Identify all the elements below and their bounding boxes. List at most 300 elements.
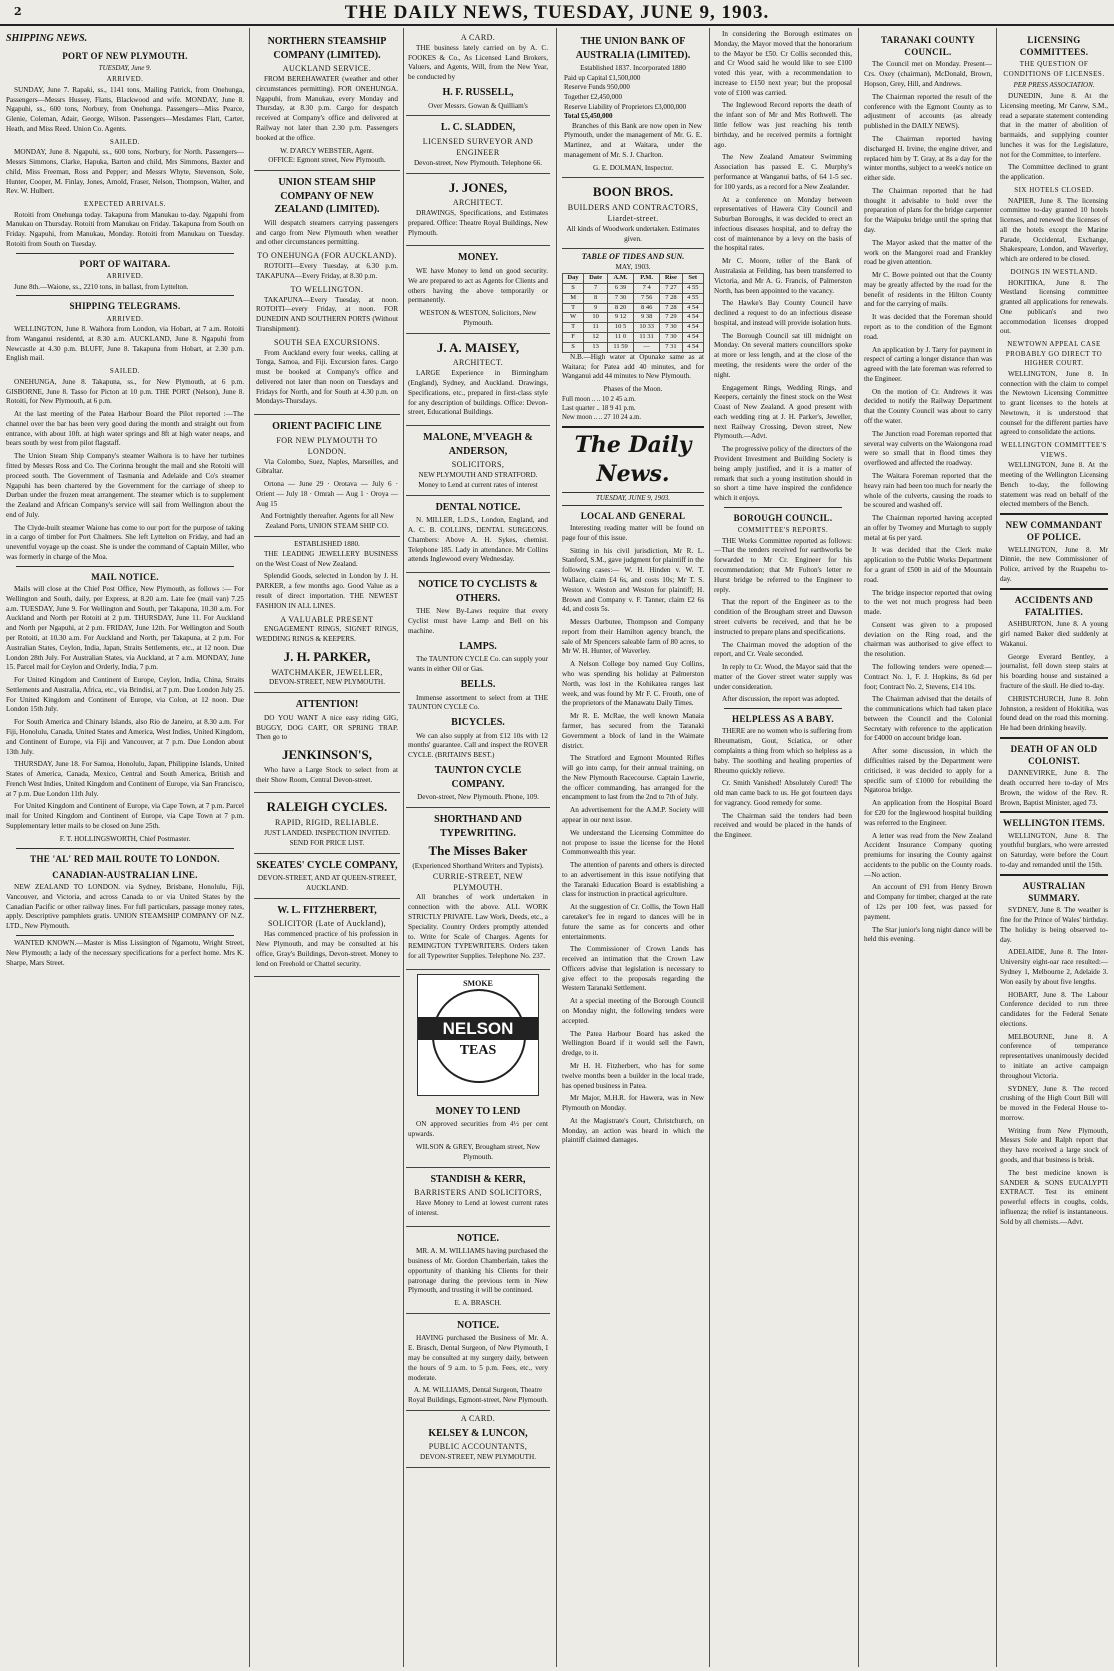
press-credit: PER PRESS ASSOCIATION. [1013, 80, 1095, 89]
subheading: DOINGS IN WESTLAND. [1010, 268, 1098, 277]
article-text: At a special meeting of the Borough Council on Monday night, the following tenders were accepted. [562, 997, 704, 1025]
tide-cell: 6 39 [608, 283, 634, 293]
section-heading: HELPLESS AS A BABY. [732, 714, 834, 725]
masthead [0, 0, 1114, 26]
article-text: A letter was read from the New Zealand Accident Insurance Company quoting premiums for insuring the County against accidents to the public on the County roads.—No action. [864, 831, 992, 879]
article-text: That the report of the Engineer as to the condition of the Brougham street and Dawson street culverts be received, and that he be instructed to prepare plans and specifications. [714, 598, 852, 636]
editorial-nameplate: The Daily News. [574, 431, 692, 488]
column-rule [249, 28, 250, 1667]
tide-cell: 4 54 [682, 342, 703, 352]
article-text: The Committee declined to grant the application. [1000, 163, 1108, 182]
subheading: WELLINGTON COMMITTEE'S VIEWS. [1001, 441, 1107, 459]
article-text: DUNEDIN, June 8. At the Licensing meeting, Mr Carew, S.M., read a separate statement contending that in the matter of abolition of barmaids, and supplying counter lunches it was for the Legislature, not for the Committee, to interfere. [1000, 92, 1108, 159]
divider [1000, 737, 1108, 739]
article-text: NEW ZEALAND TO LONDON. via Sydney, Brisbane, Honolulu, Fiji, Vancouver, and Victoria, and across Canada to or via United States by the Canadian Pacific or other railway lines. For full particulars, passage money rates, apply. Descriptive pamphlets gratis. UNION STEAMSHIP COMPANY OF N.Z. LTD., New Plymouth. [6, 883, 244, 931]
advertisement [406, 174, 550, 247]
tide-cell: 8 [584, 293, 608, 303]
ad-subheading: AUCKLAND SERVICE. [282, 64, 372, 74]
article-text: THE Works Committee reported as follows:—That the tenders received for earthworks be forwarded to Mr Cr. Engineer for his recommendation; that Mr Fulton's letter re Hurst bridge be referred to the Engineer to reply. [714, 536, 852, 594]
bank-figure: Total £5,450,000 [564, 112, 613, 121]
article-text: An application from the Hospital Board for £20 for the Inglewood hospital building was referred to the Engineer. [864, 799, 992, 827]
bank-figure: Reserve Liability of Proprietors £3,000,000 [564, 102, 687, 111]
article-text: At the Magistrate's Court, Christchurch, on Monday, an action was heard in which the plaintiff claimed damages. [562, 1116, 704, 1145]
tide-row [563, 333, 704, 343]
article-text: George Everard Bentley, a journalist, fell down steep stairs at his boarding house and sustained a fracture of the skull. He died to-day. [1000, 652, 1108, 690]
ad-subheading: PUBLIC ACCOUNTANTS, [428, 1442, 528, 1452]
ad-subheading: SOUTH SEA EXCURSIONS. [274, 337, 380, 347]
article-text: ADELAIDE, June 8. The Inter-University eight-oar race resulted:—Sydney 1, Melbourne 2, Adelaide 3. Won easily by about five lengths. [1000, 948, 1108, 986]
ad-text: The TAUNTON CYCLE Co. can supply your wants in either Oil or Gas. [408, 655, 548, 674]
article-text: The Chairman reported the result of the conference with the Egmont County as to adjustment of accounts (as already published in the DAILY NEWS). [864, 92, 992, 131]
signature: F. T. HOLLINGSWORTH, Chief Postmaster. [59, 834, 191, 843]
advertisement [254, 415, 400, 537]
article-text: Mr H. H. Fitzherbert, who has for some twelve months been a builder in the local trade, has opened business in Patea. [562, 1061, 704, 1090]
ad-heading: MONEY TO LEND [435, 1105, 521, 1117]
ad-subheading: TO WELLINGTON. [290, 284, 364, 294]
advertisement [406, 1411, 550, 1468]
tide-cell: 11 [584, 323, 608, 333]
article-text: NAPIER, June 8. The licensing committee to-day granted 10 hotels licenses, and renewed the licenses of all the hotels except the Marine Parade, Occidental, Exchange, Shakespeare, London, and Waverley, which are ordered to be closed. [1000, 196, 1108, 264]
ad-heading: LAMPS. [459, 640, 497, 652]
ad-subheading: FOR NEW PLYMOUTH TO LONDON. [276, 435, 378, 456]
section-heading: SHIPPING NEWS. [6, 33, 88, 44]
tide-cell: 4 54 [682, 333, 703, 343]
article-text: The Clyde-built steamer Waione has come to our port for the purpose of taking in a cargo of timber for Port Chalmers. She left Lyttelton on Friday, and had an uneventful voyage up the coast. She is under the command of Captain Miller, who was formerly in charge of the Moa. [6, 523, 244, 562]
article-text: June 8th.—Waione, ss., 2210 tons, in ballast, from Lyttelton. [14, 282, 189, 291]
article-text: HOBART, June 8. The Labour Conference decided to run three candidates for the Federal Senate elections. [1000, 990, 1108, 1028]
article-text: Rotoiti from Onehunga today. Takapuna from Manukau to-day. Ngapuhi from Manukau on Thursday. Rotoiti from Manukau on Friday. Takapuna from South on Friday. Ngapuhi, from Manukau, Monday. Rotoiti from Manukau on Tuesday. Rotoiti from South on Tuesday. [6, 210, 244, 249]
column-rule [556, 28, 557, 1667]
section-heading: ACCIDENTS AND FATALITIES. [1014, 594, 1094, 618]
divider [16, 295, 234, 296]
tide-cell: — [633, 342, 659, 352]
ad-address: OFFICE: Egmont street, New Plymouth. [268, 156, 386, 165]
article-text: The Borough Council sat till midnight on Monday. On several matters councillors spoke at more or less length, and at the close of the meeting, the residents were the order of the night. [714, 331, 852, 379]
ad-address: NEW PLYMOUTH AND STRATFORD. [418, 471, 538, 480]
tide-cell: T [563, 303, 584, 313]
article-text: The Chairman said the tenders had been received and would be placed in the hands of the Engineer. [714, 811, 852, 840]
ad-address: WESTON & WESTON, Solicitors, New Plymouth. [419, 309, 537, 327]
ad-heading: THE UNION BANK OF AUSTRALIA (LIMITED). [575, 36, 691, 61]
article-text: DANNEVIRKE, June 8. The death occurred here to-day of Mrs Brown, the widow of the Rev. R. Brown, Baptist Minister, aged 73. [1000, 769, 1108, 807]
ad-address: Devon-street, New Plymouth. Telephone 66. [413, 158, 543, 167]
divider [16, 935, 234, 936]
advertisement [406, 246, 550, 333]
tide-table [562, 273, 704, 353]
ad-address: DEVON-STREET, NEW PLYMOUTH. [269, 678, 385, 687]
article-text: Mails will close at the Chief Post Office, New Plymouth, as follows :— For Wellington and South, daily, per Express, at 8.20 a.m. Late fee (mail van) 7.25 a.m. TUESDAY, June 9. For Wellington and South, per Takapuna, 10.30 a.m. For Auckland and North per Rotoiti at 2 p.m. THURSDAY, June 11. For Auckland and North per Ngapuhi, at 2 p.m. FRIDAY, June 12th. For Wellington and South per Rotoiti, at 10.30 a.m. For Auckland and North, per Takapuna, at 2 p.m. For Australian States, Ceylon, India, Japan, Straits Settlements, etc., at 12 noon. Due London 28th July. For Australian States, via Auckland, at 7 a.m. MONDAY, June 15. Parcel mail for Ceylon and Orderly, India, 7 p.m. [6, 585, 244, 672]
ad-address: Over Messrs. Gowan & Quilliam's [428, 101, 528, 110]
ad-text: LARGE Experience in Birmingham (England), Sydney, and Auckland. Drawings, Specifications, etc., prepared in first-class style for any description of buildings. Office: Devon-street, Educational Buildings. [408, 369, 548, 417]
ad-footer: And Fortnightly thereafter. Agents for all New Zealand Ports, UNION STEAM SHIP CO. [260, 512, 394, 531]
section-heading: NEW COMMANDANT OF POLICE. [1005, 520, 1103, 543]
column-telegrams [1000, 30, 1108, 1665]
ad-address: CURRIE-STREET, NEW PLYMOUTH. [432, 871, 524, 892]
ad-heading: BELLS. [460, 678, 496, 690]
section-heading: BOROUGH COUNCIL. [733, 512, 833, 523]
ad-text: FROM BEREHAWATER (weather and other circumstances permitting). FOR ONEHUNGA. Ngapuhi, from Manukau, every Monday and Thursday, at 8.30 p.m. Cargo for despatch received at Company's office and delivered at Railway not later than 2.30 p.m. Passengers booked at the office. [256, 75, 398, 142]
divider [724, 507, 842, 508]
article-text: Mr C. Moore, teller of the Bank of Australasia at Feilding, has been transferred to Victoria, and Mr A. G. Francis, of Palmerston North, has been appointed to the vacancy. [714, 257, 852, 295]
tea-advertisement-banner [417, 974, 539, 1096]
advertisement [406, 1100, 550, 1168]
tide-cell: 9 38 [633, 313, 659, 323]
ad-heading: NOTICE TO CYCLISTS & OTHERS. [418, 579, 538, 604]
article-text: For United Kingdom and Continent of Europe, Ceylon, India, China, Straits Settlements and Australia, Africa, etc., via Brindisi, at 7 p.m. Due London July 25. For United Kingdom and Continent of Europe, via Colon, at 12 noon. Due London 15th July. [6, 676, 244, 714]
ad-text: TAKAPUNA—Every Tuesday, at noon. ROTOITI—every Friday, at noon. FOR DUNEDIN AND SOUTHERN PORTS (Without Transhipment). [256, 295, 398, 333]
advertisement [562, 30, 704, 178]
divider [16, 253, 234, 254]
tide-row [563, 283, 704, 293]
ad-text: Branches of this Bank are now open in New Plymouth, under the management of Mr. G. E. Martinez, and at Waitara, under the management of Mr. S. J. Charlton. [564, 121, 702, 159]
ad-text: MR. A. M. WILLIAMS having purchased the business of Mr. Gordon Chamberlain, takes the opportunity of thanking his Clients for their patronage during the previous term in New Plymouth, and trusting it will be continued. [408, 1247, 548, 1295]
moon-phase: Last quarter .. 18 9 41 p.m. [562, 405, 636, 413]
article-text: Mr Major, M.H.R. for Hawera, was in New Plymouth on Monday. [562, 1094, 704, 1113]
tide-cell: 7 30 [608, 293, 634, 303]
tide-row [563, 313, 704, 323]
tide-column-header: Set [682, 274, 703, 284]
article-text: SYDNEY, June 8. The record crushing of the High Court Bill will be moved in the Federal House to-morrow. [1000, 1084, 1108, 1122]
article-text: The Patea Harbour Board has asked the Wellington Board if it would sell the Fawn, dredge, to it. [562, 1029, 704, 1058]
advertisement [254, 537, 400, 693]
article-text: SUNDAY, June 7. Rapaki, ss., 1141 tons, Mailing Patrick, from Onehunga, Passengers—Messrs Hussey, Flatts, Blackwood and wife. MONDAY, June 8. Ngapuhi, ss., 600 tons, Norbury, from Onehunga. Passengers—Miss Pearce, Glenie, Coleman, Adair, George, Wilson. Passengers—Mesdames Flatt, Carter, Heath, and Miss Reed. Union Co. Agents. [6, 85, 244, 133]
divider [1000, 513, 1108, 515]
column-editorial [562, 30, 704, 1665]
article-text: An account of £91 from Henry Brown and Company for timber, charged at the rate of 12s per 100 feet, was passed for payment. [864, 883, 992, 921]
article-text: In considering the Borough estimates on Monday, the Mayor moved that the honorarium to the Mayor be £50. Cr Collis seconded this, and Cr Wood said he would like to see £100 voted this year, with a recommendation to increase to £150 next year; but the proposal vote of £100 was carried. [714, 30, 852, 97]
tide-cell: S [563, 283, 584, 293]
ad-heading: MONEY. [458, 252, 498, 264]
ad-heading: MALONE, M'VEAGH & ANDERSON, [423, 432, 533, 457]
ad-text: Immense assortment to select from at THE TAUNTON CYCLE Co. [408, 693, 548, 712]
subheading: NEWTOWN APPEAL CASE PROBABLY GO DIRECT TO HIGHER COURT. [1005, 340, 1103, 368]
article-text: The bridge inspector reported that owing to the wet not much progress had been made. [864, 588, 992, 617]
article-text: The Union Steam Ship Company's steamer Waihora is to have her turbines fitted by Messrs Ross and Co. The Corinna brought the mail and she Rotoiti will proceed south. The Government of Tasmania and Adelaide and Co's steamer Ngapuhi has been chartered by the Government for the carriage of sheep to Durban under the frozen meat arrangement. The steamer which is to supplement the Zealand and African Company's service will sail from Wellington about the end of July. [6, 452, 244, 519]
section-heading: LICENSING COMMITTEES. [1019, 35, 1089, 58]
ad-address: DEVON-STREET, AND AT QUEEN-STREET, AUCKLAND. [257, 874, 397, 892]
subheading: SIX HOTELS CLOSED. [1014, 186, 1094, 195]
column-local-news [714, 30, 852, 1665]
ad-agent: W. D'ARCY WEBSTER, Agent. [280, 146, 374, 155]
ad-heading: JENKINSON'S, [282, 747, 372, 763]
article-text: The Chairman advised that the details of the communications which had taken place between the Council and the Colonial Secretary with reference to the application for £4000 on account bridge loan. [864, 695, 992, 743]
ad-heading: NOTICE. [457, 1319, 499, 1331]
column-county-council [864, 30, 992, 1665]
article-text: The Mayor asked that the matter of the work on the Mangorei road and Frankley road be given attention. [864, 238, 992, 267]
ad-heading: BOON BROS. [592, 184, 674, 200]
ad-address: WILSON & GREY, Brougham street, New Plymouth. [415, 1143, 541, 1161]
tide-column-header: Date [584, 274, 608, 284]
article-text: An application by J. Tarry for payment in respect of carting a longer distance than was agreed with the late foreman was referred to the Engineer. [864, 345, 992, 383]
ad-heading: SHORTHAND AND TYPEWRITING. [434, 814, 522, 839]
column-rule [403, 28, 404, 1667]
article-text: WELLINGTON, June 8. The youthful burglars, who were arrested on Saturday, were before the Court to-day and remanded until the 15th. [1000, 831, 1108, 870]
article-text: A Nelson College boy named Guy Collins, who was spending his holiday at Palmerston North, was lost in the Kohikatea ranges last week, and was found by Mr F. C. Frouth, one of the proprietors of the Manawatu Daily Times. [562, 660, 704, 708]
ad-heading: W. L. FITZHERBERT, [277, 904, 377, 916]
article-text: SYDNEY, June 8. The weather is fine for the Prince of Wales' birthday. The holiday is being observed to-day. [1000, 906, 1108, 944]
advertisement [254, 693, 400, 793]
advertisement [406, 1168, 550, 1227]
ad-address: DEVON-STREET, NEW PLYMOUTH. [420, 1453, 536, 1462]
newspaper-title: THE DAILY NEWS, TUESDAY, JUNE 9, 1903. [344, 2, 770, 23]
article-text: Interesting reading matter will be found on page four of this issue. [562, 524, 704, 542]
tide-cell: T [563, 323, 584, 333]
ad-heading: UNION STEAM SHIP COMPANY OF NEW ZEALAND (LIMITED). [274, 177, 380, 216]
article-text: Mr C. Bowe pointed out that the County may be greatly affected by the road for the benefit of residents in the Hilton County and for the carrying of mails. [864, 271, 992, 309]
tide-cell: M [563, 293, 584, 303]
banner-brand: NELSON [418, 1017, 538, 1040]
article-text: The Council met on Monday. Present—Crs. Oxey (chairman), McDonald, Brown, Hopson, Grey, Hill, and Andrews. [864, 60, 992, 89]
ad-text: N. MILLER, L.D.S., London, England, and A. C. B. COLLINS, DENTAL SURGEONS. Chambers: Above A. H. Sykes, chemist. Telephone 185. Lady in attendance. Mr Collins attends Inglewood every Wednesday. [408, 516, 548, 564]
article-text: HOKITIKA, June 8. The Westland licensing committee granted all applications for renewals. One publican's and two accommodation licenses dropped out. [1000, 278, 1108, 336]
ad-text: HAVING purchased the Business of Mr. A. E. Brasch, Dental Surgeon, of New Plymouth, I may be consulted at my surgery daily, between the hours of 9 a.m. to 5 p.m. Fees, etc., very moderate. [408, 1334, 548, 1382]
article-text: At the last meeting of the Patea Harbour Board the Pilot reported :—The channel over the bar has been very good during the month and straight out from entrance, with about 10ft. at high water springs and 8ft at high water neaps, and bears south by west from pilot flagstaff. [6, 410, 244, 448]
ad-subheading: A CARD. [460, 1413, 496, 1423]
signature: G. E. DOLMAN, Inspector. [592, 163, 674, 172]
column-rule [858, 28, 859, 1667]
tide-cell: 10 [584, 313, 608, 323]
divider [724, 708, 842, 709]
tide-cell: 9 12 [608, 313, 634, 323]
tide-column-header: A.M. [608, 274, 634, 284]
article-text: The Chairman moved the adoption of the report, and Cr. Veale seconded. [714, 640, 852, 659]
section-heading: MAIL NOTICE. [91, 571, 159, 582]
subheading: ARRIVED. [106, 272, 144, 281]
tide-cell: 7 30 [660, 323, 682, 333]
article-text: It was decided that the Foreman should report as to the condition of the Egmont road. [864, 313, 992, 341]
ad-heading: J. A. MAISEY, [436, 339, 520, 355]
article-text: The Inglewood Record reports the death of the infant son of Mr and Mrs Rothwell. The little fellow was just reaching his tenth birthday, and he received permits a fortnight ago. [714, 101, 852, 149]
ad-subheading: RAPID, RIGID, RELIABLE. [274, 818, 380, 828]
article-text: Cr. Smith Vanished! Absolutely Cured! The old man came back to us. He got fourteen days for vagrancy. Good remedy for some. [714, 779, 852, 807]
ad-text: ON approved securities from 4½ per cent upwards. [408, 1120, 548, 1139]
tide-cell: F [563, 333, 584, 343]
tide-cell: 4 54 [682, 303, 703, 313]
article-text: The Hawke's Bay County Council have declined a request to do an infectious disease hospital, and instead will provide isolation huts. [714, 299, 852, 327]
article-text: After discussion, the report was adopted. [722, 695, 840, 704]
ad-subheading: SOLICITOR (Late of Auckland), [267, 919, 387, 929]
article-text: N.B.—High water at Opunake same as at Waitara; for Patea add 40 minutes, and for Wanganui add 44 minutes to New Plymouth. [562, 352, 704, 381]
tide-column-header: P.M. [633, 274, 659, 284]
ad-text: DO YOU WANT A nice easy riding GIG, BUGGY, DOG CART, OR SPRING TRAP. Then go to [256, 713, 398, 742]
tide-table-body [563, 283, 704, 352]
advertisement [406, 573, 550, 808]
ad-text: ROTOITI—Every Tuesday, at 6.30 p.m. TAKAPUNA—Every Friday, at 8.30 p.m. [256, 262, 398, 280]
ad-heading: TAUNTON CYCLE COMPANY. [434, 765, 522, 790]
tide-cell: 11 0 [608, 333, 634, 343]
tide-cell: 4 54 [682, 313, 703, 323]
divider [1000, 588, 1108, 590]
tide-cell: 7 56 [633, 293, 659, 303]
article-text: The Chairman reported that he had thought it advisable to hold over the preparation of plans for the bridge carpenter for the Waipuku bridge until the spring that day. [864, 186, 992, 234]
advertisement [406, 30, 550, 116]
advertisement [406, 334, 550, 426]
tide-cell: 4 55 [682, 283, 703, 293]
advertisement [254, 899, 400, 978]
article-text: In reply to Cr. Wood, the Mayor said that the matter of the Gover street water supply was under consideration. [714, 663, 852, 691]
article-text: Sitting in his civil jurisdiction, Mr R. L. Stanford, S.M., gave judgment for plaintiff in the following cases:— W. H. Hinden v. W. T. Wallace, claim £4 6s, and costs 10s; Mr T. S. Weston v. Weston and Weston for plaintiff; H. Brown and Company v. F. Tanner, claim £2 6s 4d, and costs 5s. [562, 546, 704, 614]
tide-cell: 12 [584, 333, 608, 343]
page-number: 2 [14, 5, 22, 18]
ad-heading: L. C. SLADDEN, [440, 122, 516, 134]
ad-text: Will despatch steamers carrying passengers and cargo from New Plymouth when weather and other circumstances permitting. [256, 218, 398, 247]
column-advertisements [254, 30, 400, 1665]
ad-text: THE New By-Laws require that every Cyclist must have Lamp and Bell on his machine. [408, 607, 548, 635]
article-text: The best medicine known is SANDER & SONS EUCALYPTI EXTRACT. Test its eminent powerful effects in coughs, colds, influenza; the relief is instantaneous. Sold by all chemists.—Advt. [1000, 1168, 1108, 1226]
tide-cell: 7 30 [660, 333, 682, 343]
tide-cell: 7 27 [660, 283, 682, 293]
article-text: After some discussion, in which the difficulties raised by the Department were criticised, it was decided to apply for a specific sum of £1000 for rebuilding the Ngatoroa bridge. [864, 747, 992, 795]
section-heading: AUSTRALIAN SUMMARY. [1022, 880, 1086, 904]
article-text: WELLINGTON, June 8. At the meeting of the Wellington Licensing Bench to-day, the following statement was read on behalf of the elected members of the Bench. [1000, 461, 1108, 509]
ad-text: Via Colombo, Suez, Naples, Marseilles, and Gibraltar. [256, 457, 398, 476]
section-heading: WELLINGTON ITEMS. [1003, 818, 1105, 829]
ad-text: ENGAGEMENT RINGS, SIGNET RINGS, WEDDING RINGS & KEEPERS. [256, 625, 398, 644]
ad-schedule: Ortona — June 29 · Orotava — July 6 · Orient — July 18 · Omrah — Aug 1 · Oroya — Aug 15 [256, 480, 398, 508]
advertisement [562, 178, 704, 249]
article-text: We understand the Licensing Committee do not propose to issue the license for the Hotel Commonwealth this year. [562, 828, 704, 857]
bank-figure: Reserve Funds 950,000 [564, 83, 630, 92]
tide-cell: W [563, 313, 584, 323]
article-text: Consent was given to a proposed deviation on the Ring road, and the chairman was authorised to give effect to the resolution. [864, 620, 992, 659]
tide-cell: 7 28 [660, 293, 682, 303]
tide-cell: 7 [584, 283, 608, 293]
subheading: ARRIVED. [106, 75, 144, 84]
ad-heading: RALEIGH CYCLES. [266, 799, 388, 815]
article-text: The Commissioner of Crown Lands has received an intimation that the Crown Law Officers advise that legislation is necessary to give effect to the proposals regarding the Western Taranaki Settlement. [562, 945, 704, 993]
section-heading: PORT OF NEW PLYMOUTH. [62, 50, 188, 61]
ad-text: JUST LANDED. INSPECTION INVITED. SEND FOR PRICE LIST. [264, 828, 390, 847]
article-text: WANTED KNOWN.—Master is Miss Lissington of Ngamotu, Wright Street, New Plymouth; a lady of the necessary specifications for a perfect home. Mrs K. Sharpe, Mars Street. [6, 938, 244, 967]
article-text: ONEHUNGA, June 8. Takapuna, ss., for New Plymouth, at 6 p.m. GISBORNE, June 8. Tasso for Picton at 10 p.m. THE PORT (Nelson), June 8. Rotoiti, for New Plymouth, at 6 p.m. [6, 377, 244, 406]
column-shipping [6, 30, 244, 1665]
section-heading: LOCAL AND GENERAL [580, 510, 686, 521]
ad-subheading: A VALUABLE PRESENT [280, 614, 374, 624]
ad-text: All branches of work undertaken in connection with the above. ALL WORK STRICTLY PRIVATE. Law Work, Deeds, etc., a Speciality. Country Orders promptly attended to. Write for Scale of Charges. Agents for REMINGTON TYPEWRITERS. Orders taken for all Typewriter Supplies. Telephone No. 237. [408, 893, 548, 961]
tide-column-header: Rise [660, 274, 682, 284]
moon-phase: Full moon .. .. 10 2 45 a.m. [562, 395, 636, 403]
ad-heading: ATTENTION! [295, 699, 359, 711]
tide-cell: 10 5 [608, 323, 634, 333]
advertisement [254, 793, 400, 853]
column-professional-cards [406, 30, 550, 1665]
article-text: Writing from New Plymouth, Messrs Sole and Ralph report that they have received a large stock of goods, and that business is brisk. [1000, 1126, 1108, 1165]
ad-heading: J. H. PARKER, [283, 648, 371, 664]
ad-text: All kinds of Woodwork undertaken. Estimates given. [566, 224, 700, 243]
article-text: Messrs Oarbutee, Thompson and Company report from their Hamilton agency branch, the sale of Mr Spencers saleable farm of 80 acres, to Mr W. H. Hunter, of Waverley. [562, 618, 704, 656]
ad-heading: NORTHERN STEAMSHIP COMPANY (LIMITED). [267, 36, 387, 61]
article-text: THERE are no women who is suffering from Rheumatism, Gout, Sciatica, or other complaints a thing from which so helpless as a baby. The soothing and healing properties of Rheumo quickly relieve. [714, 727, 852, 775]
subheading: ARRIVED. [106, 314, 144, 323]
ad-subheading: A CARD. [460, 33, 496, 42]
article-text: The Chairman reported having accepted an offer by Twomey and Murtagh to supply metal at 6s per yard. [864, 514, 992, 542]
article-text: At a conference on Monday between representatives of Hawera City Council and Suburban Boroughs, it was decided to erect an infectious diseases hospital, and to defray the cost of maintenance by a levy on the basis of the hospital rates. [714, 195, 852, 253]
divider [16, 566, 234, 567]
signature: E. A. BRASCH. [454, 1299, 502, 1308]
ad-subheading: (Experienced Shorthand Writers and Typists). [412, 861, 544, 870]
advertisement [254, 30, 400, 171]
tide-cell: 11 59 [608, 342, 634, 352]
ad-heading: DENTAL NOTICE. [435, 501, 521, 513]
ad-subheading: BUILDERS AND CONTRACTORS, Liardet-street. [567, 203, 699, 223]
advertisement [406, 808, 550, 970]
ad-year: ESTABLISHED 1880. [294, 540, 360, 549]
ad-subheading: WATCHMAKER, JEWELLER, [271, 667, 383, 677]
banner-top-text: SMOKE [463, 978, 493, 988]
advertisement [254, 171, 400, 415]
ad-subheading: LICENSED SURVEYOR AND ENGINEER [422, 136, 534, 157]
tide-row [563, 342, 704, 352]
tide-cell: 7 4 [633, 283, 659, 293]
section-heading: PORT OF WAITARA. [79, 258, 171, 269]
article-text: An advertisement for the A.M.P. Society will appear in our next issue. [562, 806, 704, 824]
divider [1000, 874, 1108, 876]
banner-product: TEAS [459, 1042, 497, 1058]
ad-heading: NOTICE. [457, 1232, 499, 1244]
ad-text: Money to Lend at current rates of interest [418, 480, 538, 489]
ad-heading: H. F. RUSSELL, [442, 87, 514, 98]
article-text: MELBOURNE, June 8. A conference of temperance representatives unanimously decided to initiate an active campaign throughout Victoria. [1000, 1032, 1108, 1080]
subheading: THE QUESTION OF CONDITIONS OF LICENSES. [1003, 60, 1105, 78]
ad-heading: J. JONES, [448, 179, 508, 195]
advertisement [406, 116, 550, 173]
subheading: SAILED. [109, 367, 141, 376]
column-rule [996, 28, 997, 1667]
article-text: For South America and Chinary Islands, also Rio de Janeiro, at 8.30 a.m. For Fiji, Honolulu, Canada, United States and America, West Indies, United Kingdom, and Continent of Europe, via Fiji and Vancouver, at 7 p.m. Due London about 13th July. [6, 718, 244, 756]
tide-cell: 4 55 [682, 293, 703, 303]
advertisement [406, 1314, 550, 1411]
tide-table-header [563, 274, 704, 284]
ad-subheading: ARCHITECT. [452, 198, 504, 208]
tide-row [563, 323, 704, 333]
article-text: The progressive policy of the directors of the Provident Investment and Building Society is being amply justified, and it is a matter of remark that such a young institution should in so short a time have inspired the confidence which it enjoys. [714, 445, 852, 503]
ad-heading: ORIENT PACIFIC LINE [272, 421, 382, 433]
tide-cell: 13 [584, 342, 608, 352]
ad-subheading: TO ONEHUNGA (FOR AUCKLAND). [257, 251, 397, 261]
ad-heading: STANDISH & KERR, [430, 1173, 526, 1185]
article-text: The New Zealand Amateur Swimming Association has passed E. C. Murphy's performance at Wanganui baths, of 64 1-5 sec. for 100 yards, as a record for a New Zealander. [714, 153, 852, 191]
article-text: The Stratford and Egmont Mounted Rifles will go into camp, for their annual training, on the New Plymouth Racecourse. Captain Lawrie, the officer commanding, has arranged for the encampment to last from the 2nd to 7th of July. [562, 754, 704, 802]
tide-table-title: TABLE OF TIDES AND SUN. [581, 252, 685, 262]
ad-text: THE business lately carried on by A. C. FOOKES & Co., As Licensed Land Brokers, Valuers, and Agents, Will, from the New Year, be conducted by [408, 43, 548, 82]
bank-figure: Paid up Capital £1,500,000 [564, 73, 641, 82]
tide-cell: 9 [584, 303, 608, 313]
tide-cell: 7 28 [660, 303, 682, 313]
article-text: WELLINGTON, June 8. Waihora from London, via Hobart, at 7 a.m. Rotoiti from Wanganui residentd, at 8.30 a.m. AUCKLAND, June 8. Ngapuhi from Newcastle at 4.30 p.m. BLUFF, June 8. Takapuna from Hobart, at 2.30 p.m. English mail. [6, 325, 244, 363]
article-text: WELLINGTON, June 8. In connection with the claim to compel the Newtown Licensing Committee to grant licenses to the hotels at Newtown, it is understood that counsel for the different parties have agreed to consolidate the actions. [1000, 369, 1108, 437]
tide-cell: 8 20 [608, 303, 634, 313]
signature: A. M. WILLIAMS, Dental Surgeon, Theatre Royal Buildings, Egmont-street, New Plymouth. [408, 1386, 548, 1405]
article-text: Engagement Rings, Wedding Rings, and Keepers, certainly the finest stock on the West Coast of New Zealand. A good present with each wedding ring at J. H. Parker's, Jeweller, next Railway Crossing, Devon street, New Plymouth.—Advt. [714, 383, 852, 441]
article-text: The Junction road Foreman reported that several way culverts on the Waiongona road were so small that in flood times they overflowed and affected the roadway. [864, 429, 992, 468]
ad-text: Has commenced practice of his profession in New Plymouth, and may be consulted at his office, Gray's Buildings, Devon-street. Money to lend on Freehold or Chattel security. [256, 930, 398, 968]
ad-text: Splendid Goods, selected in London by J. H. PARKER, a few months ago. Good Value as a result of direct importation. THE NEWEST FASHION IN ALL LINES. [256, 572, 398, 610]
divider [1000, 811, 1108, 813]
advertisement [254, 854, 400, 899]
article-text: The Chairman reported having discharged H. Irvine, the engine driver, and replaced him by T. Gray, at 8s a day for the winter months, subject to a week's notice on either side. [864, 134, 992, 183]
article-text: The following tenders were opened:— Contract No. 1, F. J. Hopkins, 8s 6d per foot; Contract No. 2, Stevens, £14 10s. [864, 663, 992, 691]
tide-cell: 8 46 [633, 303, 659, 313]
ad-subheading: Established 1837. Incorporated 1880 [580, 64, 686, 73]
section-heading: CANADIAN-AUSTRALIAN LINE. [52, 869, 198, 880]
tide-cell: 7 29 [660, 313, 682, 323]
article-text: It was decided that the Clerk make application to the Public Works Department for a grant of £500 in aid of the Mountain road. [864, 546, 992, 584]
tide-row [563, 303, 704, 313]
article-text: Mr R. E. McRae, the well known Manaia farmer, has secured from the Taranaki Government a block of land in the Waimate district. [562, 712, 704, 750]
section-heading: DEATH OF AN OLD COLONIST. [1010, 743, 1098, 767]
subheading: EXPECTED ARRIVALS. [84, 200, 166, 209]
article-text: WELLINGTON, June 8. Mr Dinnie, the new Commissioner of Police, arrived by the Ruapehu to-day. [1000, 545, 1108, 583]
